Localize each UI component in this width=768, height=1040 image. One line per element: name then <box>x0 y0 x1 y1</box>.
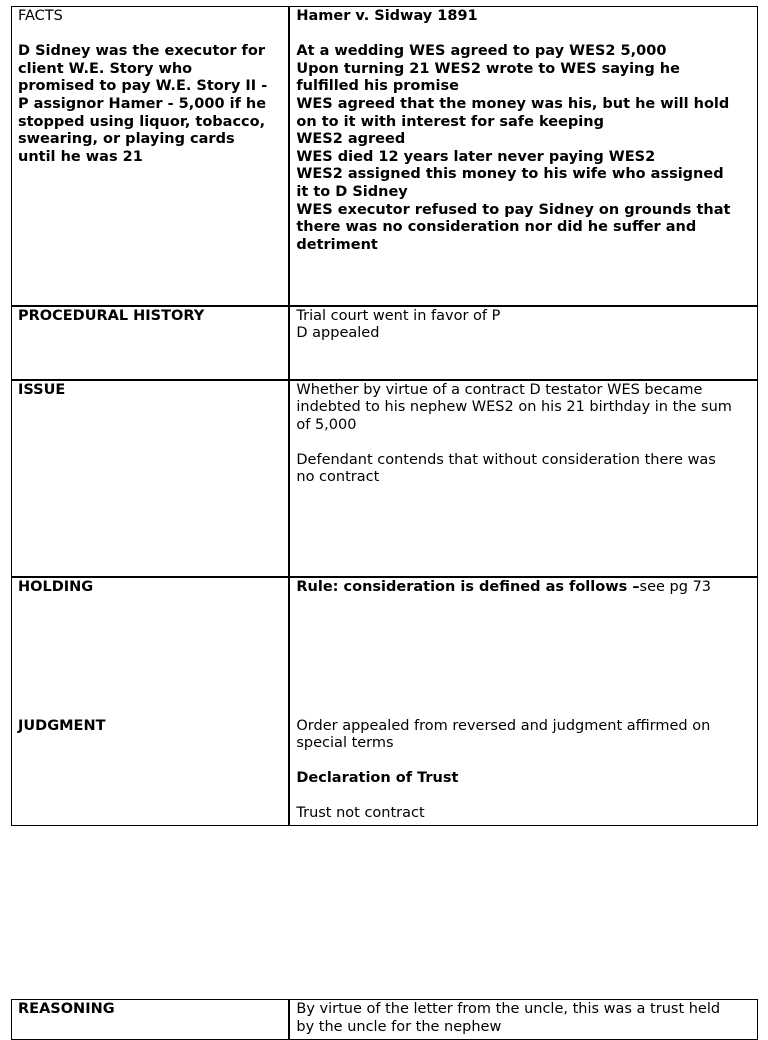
judgment-label: JUDGMENT <box>18 717 106 734</box>
facts-summary-line: swearing, or playing cards <box>18 131 235 148</box>
facts-detail-line: WES executor refused to pay Sidney on grounds that <box>296 201 731 218</box>
facts-detail-line: it to D Sidney <box>296 183 408 200</box>
facts-detail-line: fulfilled his promise <box>296 78 459 95</box>
issue-contention-line: no contract <box>296 469 380 486</box>
facts-summary-line: stopped using liquor, tobacco, <box>18 113 266 130</box>
facts-detail-line: there was no consideration nor did he suffer and <box>296 219 697 236</box>
issue-label: ISSUE <box>18 381 66 398</box>
facts-detail-line: Upon turning 21 WES2 wrote to WES saying he <box>296 60 680 77</box>
facts-summary-line: client W.E. Story who <box>18 60 193 77</box>
judgment-row <box>12 717 758 826</box>
facts-detail-line: WES2 agreed <box>296 131 406 148</box>
case-brief-table <box>11 6 758 826</box>
facts-summary <box>18 43 282 166</box>
procedural-history-label-cell <box>12 306 290 380</box>
facts-detail-line: detriment <box>296 236 378 253</box>
procedural-history-line: Trial court went in favor of P <box>296 307 501 324</box>
case-name: Hamer v. Sidway 1891 <box>296 8 478 24</box>
reasoning-label-cell <box>12 1000 290 1040</box>
issue-line: of 5,000 <box>296 416 357 433</box>
judgment-conclusion: Trust not contract <box>296 805 425 822</box>
facts-summary-line: promised to pay W.E. Story II - <box>18 78 268 95</box>
holding-label: HOLDING <box>18 578 94 595</box>
judgment-line: special terms <box>296 735 394 752</box>
issue-contention-line: Defendant contends that without consideration there was <box>296 451 716 468</box>
reasoning-row <box>12 1000 758 1040</box>
holding-label-cell <box>12 577 290 717</box>
issue-line: indebted to his nephew WES2 on his 21 birthday in the sum <box>296 399 732 416</box>
facts-detail <box>296 43 751 254</box>
facts-detail-line: WES2 assigned this money to his wife who assigned <box>296 166 724 183</box>
procedural-history-line: D appealed <box>296 325 380 342</box>
facts-detail-line: on to it with interest for safe keeping <box>296 113 604 130</box>
issue-line: Whether by virtue of a contract D testator WES became <box>296 381 703 398</box>
facts-detail-line: At a wedding WES agreed to pay WES2 5,000 <box>296 43 667 60</box>
facts-row <box>12 7 758 306</box>
reasoning-line: by the uncle for the nephew <box>296 1018 502 1035</box>
holding-row <box>12 577 758 717</box>
reasoning-label: REASONING <box>18 1001 115 1017</box>
holding-cell <box>289 577 757 717</box>
reasoning-line: By virtue of the letter from the uncle, this was a trust held <box>296 1001 721 1017</box>
procedural-history-label: PROCEDURAL HISTORY <box>18 307 205 324</box>
facts-detail-line: WES died 12 years later never paying WES2 <box>296 148 656 165</box>
facts-summary-line: P assignor Hamer - 5,000 if he <box>18 95 267 112</box>
holding-rule-reference: see pg 73 <box>639 578 712 595</box>
judgment-cell <box>289 717 757 826</box>
judgment-subheading: Declaration of Trust <box>296 770 459 787</box>
facts-label: FACTS <box>18 8 63 24</box>
facts-summary-line: until he was 21 <box>18 148 143 165</box>
reasoning-cell <box>289 1000 757 1040</box>
facts-summary-line: D Sidney was the executor for <box>18 43 265 60</box>
reasoning-table <box>11 999 758 1040</box>
facts-detail-line: WES agreed that the money was his, but he will hold <box>296 95 730 112</box>
procedural-history-cell <box>289 306 757 380</box>
issue-cell <box>289 380 757 577</box>
holding-rule: Rule: consideration is defined as follows – <box>296 578 640 595</box>
issue-row <box>12 380 758 577</box>
judgment-label-cell <box>12 717 290 826</box>
issue-label-cell <box>12 380 290 577</box>
procedural-history-row <box>12 306 758 380</box>
judgment-line: Order appealed from reversed and judgment affirmed on <box>296 717 711 734</box>
facts-label-cell <box>12 7 290 306</box>
facts-detail-cell <box>289 7 757 306</box>
